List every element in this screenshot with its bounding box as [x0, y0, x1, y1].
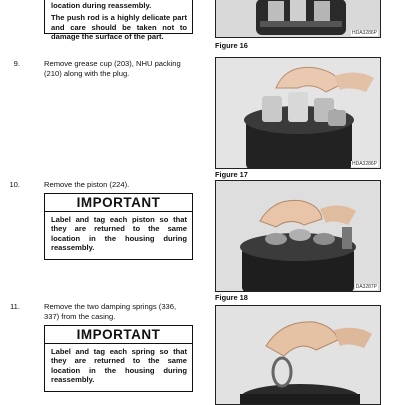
- figure-16-code: HDA3286P: [351, 30, 377, 36]
- step-9: [0, 59, 210, 79]
- figure-18-code: DA3287P: [355, 284, 377, 290]
- figure-18-photo: [215, 180, 381, 292]
- important-text: Label and tag each spring so that they are returned to the same location in the housing during reassembly.: [51, 347, 187, 385]
- figure-17-code: HDA3286P: [351, 161, 377, 167]
- step-10: [0, 180, 210, 192]
- important-title: IMPORTANT: [45, 194, 192, 212]
- step-11: [0, 302, 210, 322]
- step-number: 9.: [13, 59, 20, 68]
- step-number: 10.: [9, 180, 20, 189]
- important-title: IMPORTANT: [45, 326, 192, 344]
- important-note-line-cut: location during reassembly.: [51, 1, 152, 10]
- figure-16-caption: Figure 16: [215, 41, 248, 50]
- step-text-line2: 337) from the casing.: [44, 311, 116, 321]
- figure-19-photo: [215, 305, 381, 405]
- important-box-spring: [44, 325, 193, 392]
- important-note-text: The push rod is a highly delicate part and care should be taken not to damage the surface of the part.: [51, 13, 187, 41]
- step-text-line1: Remove the piston (224).: [44, 180, 130, 189]
- step-text-line2: (210) along with the plug.: [44, 68, 130, 78]
- figure-17-caption: Figure 17: [215, 170, 248, 179]
- step-text-line1: Remove the two damping springs (336,: [44, 302, 177, 311]
- step-text-line1: Remove grease cup (203), NHU packing: [44, 59, 181, 68]
- step-number: 11.: [10, 302, 20, 311]
- important-box-piston: [44, 193, 193, 260]
- figure-16-photo: [215, 0, 381, 38]
- important-text: Label and tag each piston so that they are returned to the same location in the housing during reassembly.: [51, 215, 187, 253]
- figure-17-photo: [215, 57, 381, 169]
- figure-18-caption: Figure 18: [215, 293, 248, 302]
- important-note-continued: [44, 0, 193, 41]
